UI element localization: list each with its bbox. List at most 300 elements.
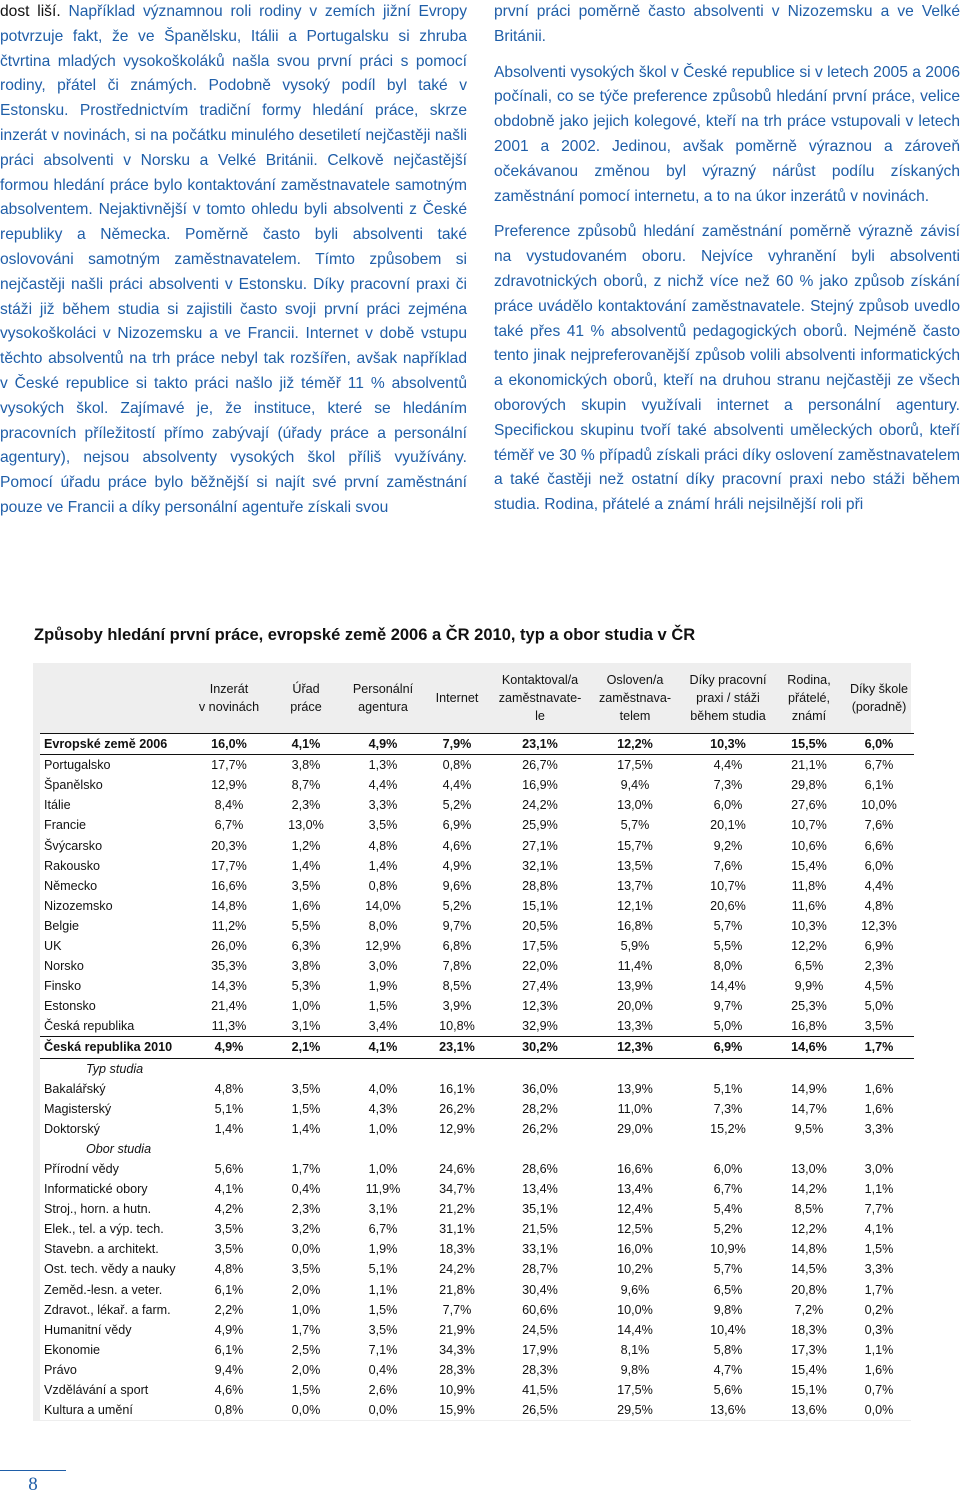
table-cell: 2,0%	[268, 1360, 344, 1380]
table-row	[40, 1259, 914, 1279]
body-paragraph	[494, 220, 960, 518]
table-cell: 2,5%	[268, 1340, 344, 1360]
table-cell: 11,8%	[774, 876, 844, 896]
table-cell: 3,9%	[422, 996, 492, 1016]
text-run: Pomocí úřadu práce bylo běžnější si najít své první zaměstnání pouze ve Francii a díky personální agentuře získali svou	[0, 474, 467, 516]
table-cell: 4,9%	[344, 734, 422, 755]
table-cell: 12,3%	[844, 916, 914, 936]
table-row	[40, 1320, 914, 1340]
table-cell: 1,1%	[344, 1280, 422, 1300]
table-cell: 0,8%	[190, 1400, 268, 1420]
table-cell: 13,6%	[682, 1400, 774, 1420]
table-cell: 12,3%	[588, 1037, 682, 1058]
table-cell: 5,0%	[844, 996, 914, 1016]
table-cell: 2,3%	[268, 795, 344, 815]
table-cell: 1,5%	[344, 996, 422, 1016]
table-cell: 7,7%	[422, 1300, 492, 1320]
table-cell: 13,6%	[774, 1400, 844, 1420]
table-cell: 1,3%	[344, 755, 422, 776]
table-cell: 3,1%	[344, 1199, 422, 1219]
table-cell: 8,1%	[588, 1340, 682, 1360]
table-cell: 10,0%	[844, 795, 914, 815]
table-cell: 17,5%	[588, 755, 682, 776]
table-row	[40, 835, 914, 855]
table-cell: 0,7%	[844, 1380, 914, 1400]
table-group-heading	[40, 1139, 914, 1159]
row-label: Elek., tel. a výp. tech.	[40, 1219, 190, 1239]
table-cell: 9,9%	[774, 976, 844, 996]
table-cell: 1,4%	[268, 1119, 344, 1139]
table-cell: 1,5%	[344, 1300, 422, 1320]
table-cell: 4,0%	[344, 1079, 422, 1099]
table-cell: 9,4%	[588, 775, 682, 795]
table-cell: 12,2%	[588, 734, 682, 755]
table-cell: 4,1%	[190, 1179, 268, 1199]
table-cell: 24,5%	[492, 1320, 588, 1340]
table-cell: 2,2%	[190, 1300, 268, 1320]
footer-rule	[0, 1470, 66, 1471]
table-cell: 12,5%	[588, 1219, 682, 1239]
text-column-left	[0, 0, 467, 521]
table-cell: 0,4%	[344, 1360, 422, 1380]
table-cell: 12,1%	[588, 896, 682, 916]
column-header: Díky škole (poradně)	[849, 682, 909, 714]
table-cell: 9,4%	[190, 1360, 268, 1380]
table-total-row	[40, 1037, 914, 1058]
row-label: Právo	[40, 1360, 190, 1380]
text-run: Specifickou skupinu tvoří také absolventi uměleckých oborů, kteří téměř ve 30 % případů získali práci díky oslovení zaměstnavatelem a také častěji než ostatní díky pracovní praxi nebo stáži během studia.	[494, 421, 960, 514]
table-cell: 9,6%	[588, 1280, 682, 1300]
table-cell: 6,5%	[774, 956, 844, 976]
table-cell: 29,5%	[588, 1400, 682, 1420]
column-header: Díky pracovní praxi / stáži během studia	[689, 673, 767, 723]
table-cell: 4,1%	[844, 1219, 914, 1239]
table-cell: 7,6%	[844, 815, 914, 835]
table-cell: 25,3%	[774, 996, 844, 1016]
table-cell: 1,6%	[268, 896, 344, 916]
table-cell: 1,4%	[190, 1119, 268, 1139]
table-cell: 15,4%	[774, 856, 844, 876]
table-cell: 29,8%	[774, 775, 844, 795]
column-header: Personální agentura	[352, 682, 414, 714]
table-cell: 15,1%	[492, 896, 588, 916]
table-row	[40, 775, 914, 795]
table-cell: 10,3%	[682, 734, 774, 755]
table-cell: 4,4%	[422, 775, 492, 795]
table-cell: 3,0%	[844, 1159, 914, 1179]
body-paragraph: první práci poměrně často absolventi v Nizozemsku a ve Velké Británii.	[494, 3, 960, 45]
table-cell: 10,2%	[588, 1259, 682, 1279]
text-run: dost liší.	[0, 3, 69, 20]
table-cell: 5,7%	[588, 815, 682, 835]
table-cell: 13,4%	[588, 1179, 682, 1199]
table-cell: 8,4%	[190, 795, 268, 815]
column-header: Rodina, přátelé, známí	[787, 673, 831, 723]
row-label: Zdravot., lékař. a farm.	[40, 1300, 190, 1320]
table-header-row	[40, 663, 914, 734]
table-cell: 10,4%	[682, 1320, 774, 1340]
body-paragraph: Absolventi vysokých škol v České republice si v letech 2005 a 2006 počínali, co se týče preference způsobů hledání první práce, velice obdobně jako jejich kolegové, kteří na trh práce vstupovali v letech 2001 a 2002. Jedinou, avšak poměrně výraznou a zároveň očekávanou změnou byl výrazný nárůst podílu získaných zaměstnání pomocí internetu, a to na úkor inzerátů v novinách.	[494, 63, 960, 205]
table-cell: 13,7%	[588, 876, 682, 896]
table-cell: 9,7%	[682, 996, 774, 1016]
table-cell: 1,7%	[844, 1037, 914, 1058]
table-cell: 7,9%	[422, 734, 492, 755]
row-label: Estonsko	[40, 996, 190, 1016]
row-label: Finsko	[40, 976, 190, 996]
table-cell: 4,8%	[844, 896, 914, 916]
table-cell: 4,8%	[190, 1259, 268, 1279]
table-row	[40, 1099, 914, 1119]
table-cell: 28,8%	[492, 876, 588, 896]
table-cell: 15,4%	[774, 1360, 844, 1380]
table-cell: 1,1%	[844, 1340, 914, 1360]
text-column-right	[494, 0, 960, 518]
table-cell: 6,0%	[682, 795, 774, 815]
table-cell: 13,0%	[588, 795, 682, 815]
header-cell-label	[40, 663, 190, 734]
table-cell: 0,8%	[344, 876, 422, 896]
table-row	[40, 755, 914, 776]
table-cell: 14,9%	[774, 1079, 844, 1099]
table-body	[40, 734, 914, 1421]
table-cell: 32,9%	[492, 1016, 588, 1037]
table-cell: 12,2%	[774, 936, 844, 956]
table-cell: 2,0%	[268, 1280, 344, 1300]
text-run: Nejaktivnější v tomto ohledu byli absolventi z České republiky a Německa.	[0, 201, 467, 244]
table-cell: 6,8%	[422, 936, 492, 956]
group-label: Obor studia	[40, 1139, 914, 1159]
row-label: Bakalářský	[40, 1079, 190, 1099]
table-row	[40, 1300, 914, 1320]
table-cell: 20,8%	[774, 1280, 844, 1300]
table-cell: 2,6%	[344, 1380, 422, 1400]
table-cell: 16,0%	[588, 1239, 682, 1259]
table-cell: 1,0%	[268, 1300, 344, 1320]
text-run: Podobně vysoký podíl byl také v Estonsku.	[0, 77, 467, 120]
table-row	[40, 916, 914, 936]
table-row	[40, 976, 914, 996]
table-cell: 3,3%	[844, 1119, 914, 1139]
table-cell: 0,0%	[268, 1239, 344, 1259]
table-cell: 12,9%	[422, 1119, 492, 1139]
table-cell: 11,2%	[190, 916, 268, 936]
table-cell: 7,8%	[422, 956, 492, 976]
table-cell: 4,4%	[344, 775, 422, 795]
table-cell: 1,7%	[268, 1320, 344, 1340]
table-cell: 8,7%	[268, 775, 344, 795]
table-cell: 15,9%	[422, 1400, 492, 1420]
table-cell: 32,1%	[492, 856, 588, 876]
table-cell: 4,9%	[190, 1320, 268, 1340]
row-label: Přírodní vědy	[40, 1159, 190, 1179]
table-cell: 5,3%	[268, 976, 344, 996]
table-cell: 1,0%	[344, 1159, 422, 1179]
table-cell: 14,4%	[588, 1320, 682, 1340]
table-cell: 21,2%	[422, 1199, 492, 1219]
page-number: 8	[28, 1474, 38, 1495]
table-cell: 4,6%	[190, 1380, 268, 1400]
row-label: Evropské země 2006	[40, 734, 190, 755]
table-cell: 5,6%	[190, 1159, 268, 1179]
table-cell: 0,2%	[844, 1300, 914, 1320]
row-label: Ekonomie	[40, 1340, 190, 1360]
table-cell: 30,4%	[492, 1280, 588, 1300]
table-cell: 5,5%	[682, 936, 774, 956]
table-cell: 0,4%	[268, 1179, 344, 1199]
table-row	[40, 1400, 914, 1420]
table-cell: 5,2%	[422, 795, 492, 815]
table-cell: 11,9%	[344, 1179, 422, 1199]
column-header: Osloven/a zaměstnava- telem	[598, 673, 672, 723]
table-cell: 3,0%	[344, 956, 422, 976]
table-cell: 17,5%	[588, 1380, 682, 1400]
table-cell: 17,9%	[492, 1340, 588, 1360]
table-cell: 11,3%	[190, 1016, 268, 1037]
row-label: Humanitní vědy	[40, 1320, 190, 1340]
table-cell: 4,5%	[844, 976, 914, 996]
text-run: Nejvíce vyhranění byli absolventi zdravotnických oborů, z nichž více než 60 % jako způsob získání práce uvádělo kontaktování zaměstnavatele.	[494, 248, 960, 315]
table-cell: 20,5%	[492, 916, 588, 936]
table-cell: 15,1%	[774, 1380, 844, 1400]
table-cell: 13,3%	[588, 1016, 682, 1037]
row-label: Itálie	[40, 795, 190, 815]
table-cell: 1,6%	[844, 1360, 914, 1380]
table-cell: 24,2%	[422, 1259, 492, 1279]
table-cell: 4,8%	[344, 835, 422, 855]
table-cell: 9,7%	[422, 916, 492, 936]
table-row	[40, 1159, 914, 1179]
table-cell: 0,8%	[422, 755, 492, 776]
column-header: Inzerát v novinách	[198, 682, 260, 714]
table-cell: 14,3%	[190, 976, 268, 996]
table-cell: 24,6%	[422, 1159, 492, 1179]
table-group-heading	[40, 1058, 914, 1079]
table-cell: 1,5%	[844, 1239, 914, 1259]
table-cell: 15,5%	[774, 734, 844, 755]
table-cell: 20,1%	[682, 815, 774, 835]
table-cell: 3,5%	[268, 1079, 344, 1099]
table-cell: 31,1%	[422, 1219, 492, 1239]
table-cell: 1,7%	[844, 1280, 914, 1300]
table-cell: 21,8%	[422, 1280, 492, 1300]
table-cell: 3,8%	[268, 956, 344, 976]
table-cell: 25,9%	[492, 815, 588, 835]
table-row	[40, 876, 914, 896]
table-row	[40, 1239, 914, 1259]
table-row	[40, 795, 914, 815]
table-cell: 29,0%	[588, 1119, 682, 1139]
row-label: Magisterský	[40, 1099, 190, 1119]
table-cell: 10,7%	[682, 876, 774, 896]
table-cell: 23,1%	[422, 1037, 492, 1058]
table-cell: 3,8%	[268, 755, 344, 776]
row-label: Španělsko	[40, 775, 190, 795]
table-cell: 21,4%	[190, 996, 268, 1016]
table-cell: 24,2%	[492, 795, 588, 815]
table-cell: 0,0%	[344, 1400, 422, 1420]
table-row	[40, 815, 914, 835]
table-cell: 41,5%	[492, 1380, 588, 1400]
text-run: Prostřednictvím tradiční formy hledání práce, skrze inzerát v novinách, si na počátku minulého desetiletí nejčastěji našli práci absolventi v Norsku a Velké Británii.	[0, 102, 468, 169]
table-cell: 4,7%	[682, 1360, 774, 1380]
table-cell: 6,5%	[682, 1280, 774, 1300]
table-cell: 22,0%	[492, 956, 588, 976]
table-cell: 34,3%	[422, 1340, 492, 1360]
table-cell: 6,7%	[682, 1179, 774, 1199]
table-row	[40, 1119, 914, 1139]
table-cell: 2,3%	[844, 956, 914, 976]
table-cell: 15,2%	[682, 1119, 774, 1139]
table-cell: 3,5%	[344, 815, 422, 835]
table-cell: 5,2%	[422, 896, 492, 916]
table-cell: 6,1%	[190, 1340, 268, 1360]
text-run: Internet v době vstupu těchto absolventů na trh práce nebyl tak rozšířen, avšak například v České republice si takto práci našlo již téměř 11 % absolventů vysokých škol.	[0, 325, 467, 417]
table-cell: 6,9%	[422, 815, 492, 835]
table-cell: 4,4%	[844, 876, 914, 896]
table-cell: 9,6%	[422, 876, 492, 896]
table-cell: 28,2%	[492, 1099, 588, 1119]
table-cell: 17,5%	[492, 936, 588, 956]
table-cell: 8,5%	[774, 1199, 844, 1219]
table-cell: 11,6%	[774, 896, 844, 916]
table-cell: 5,5%	[268, 916, 344, 936]
table-cell: 17,7%	[190, 755, 268, 776]
row-label: Kultura a umění	[40, 1400, 190, 1420]
table-cell: 6,6%	[844, 835, 914, 855]
table-cell: 2,3%	[268, 1199, 344, 1219]
table-cell: 4,8%	[190, 1079, 268, 1099]
table-cell: 27,1%	[492, 835, 588, 855]
table-cell: 4,6%	[422, 835, 492, 855]
table-cell: 0,0%	[268, 1400, 344, 1420]
row-label: Česká republika 2010	[40, 1037, 190, 1058]
row-label: Německo	[40, 876, 190, 896]
table-cell: 9,5%	[774, 1119, 844, 1139]
table-cell: 13,0%	[774, 1159, 844, 1179]
text-run: Celkově nejčastější formou hledání práce bylo kontaktování zaměstnavatele samotným absolventem.	[0, 151, 467, 219]
table-row	[40, 1280, 914, 1300]
table-cell: 12,3%	[492, 996, 588, 1016]
table-row	[40, 956, 914, 976]
table-cell: 2,1%	[268, 1037, 344, 1058]
table-cell: 4,4%	[682, 755, 774, 776]
table-cell: 5,1%	[344, 1259, 422, 1279]
table-cell: 1,7%	[268, 1159, 344, 1179]
table-cell: 5,6%	[682, 1380, 774, 1400]
text-run: Tímto způsobem si nejčastěji našli práci absolventi v Estonsku.	[0, 250, 467, 293]
table-cell: 5,7%	[682, 1259, 774, 1279]
table-cell: 35,3%	[190, 956, 268, 976]
row-label: Rakousko	[40, 856, 190, 876]
table-row	[40, 1340, 914, 1360]
row-label: Doktorský	[40, 1119, 190, 1139]
table-cell: 4,3%	[344, 1099, 422, 1119]
text-run: Preference způsobů hledání zaměstnání poměrně výrazně závisí na vystudovaném oboru.	[494, 223, 960, 266]
table-cell: 3,5%	[268, 1259, 344, 1279]
text-run: Poměrně často byli absolventi také oslovováni samotným zaměstnavatelem.	[0, 226, 467, 268]
table-cell: 26,5%	[492, 1400, 588, 1420]
table-cell: 10,8%	[422, 1016, 492, 1037]
table-cell: 20,6%	[682, 896, 774, 916]
table-cell: 7,1%	[344, 1340, 422, 1360]
table-cell: 16,8%	[774, 1016, 844, 1037]
table-cell: 17,3%	[774, 1340, 844, 1360]
table-cell: 1,4%	[268, 856, 344, 876]
table-cell: 7,7%	[844, 1199, 914, 1219]
table-cell: 1,9%	[344, 1239, 422, 1259]
table-cell: 10,6%	[774, 835, 844, 855]
table-cell: 5,4%	[682, 1199, 774, 1219]
table-cell: 35,1%	[492, 1199, 588, 1219]
table-cell: 6,1%	[190, 1280, 268, 1300]
table-cell: 7,3%	[682, 1099, 774, 1119]
table-row	[40, 1219, 914, 1239]
row-label: Norsko	[40, 956, 190, 976]
table-row	[40, 896, 914, 916]
table-cell: 13,0%	[268, 815, 344, 835]
table-cell: 12,2%	[774, 1219, 844, 1239]
row-label: Portugalsko	[40, 755, 190, 776]
table-cell: 4,1%	[268, 734, 344, 755]
table-cell: 16,8%	[588, 916, 682, 936]
table-cell: 9,8%	[588, 1360, 682, 1380]
table-total-row	[40, 734, 914, 755]
table-cell: 15,7%	[588, 835, 682, 855]
table-cell: 6,9%	[682, 1037, 774, 1058]
table-cell: 9,8%	[682, 1300, 774, 1320]
table-cell: 6,0%	[844, 856, 914, 876]
table-cell: 12,4%	[588, 1199, 682, 1219]
table-cell: 13,4%	[492, 1179, 588, 1199]
table-cell: 10,7%	[774, 815, 844, 835]
table-cell: 36,0%	[492, 1079, 588, 1099]
table-cell: 33,1%	[492, 1239, 588, 1259]
data-table	[40, 663, 914, 1420]
column-header: Kontaktoval/a zaměstnavate- le	[498, 673, 582, 723]
table-cell: 5,9%	[588, 936, 682, 956]
table-cell: 26,2%	[422, 1099, 492, 1119]
table-cell: 10,9%	[422, 1380, 492, 1400]
row-label: Česká republika	[40, 1016, 190, 1037]
table-cell: 6,7%	[844, 755, 914, 776]
table-cell: 18,3%	[774, 1320, 844, 1340]
table-cell: 6,0%	[844, 734, 914, 755]
table-cell: 6,0%	[682, 1159, 774, 1179]
table-cell: 4,9%	[190, 1037, 268, 1058]
table-cell: 4,1%	[344, 1037, 422, 1058]
table-cell: 1,1%	[844, 1179, 914, 1199]
table-cell: 7,3%	[682, 775, 774, 795]
table-row	[40, 1360, 914, 1380]
table-cell: 17,7%	[190, 856, 268, 876]
table-cell: 8,0%	[344, 916, 422, 936]
table-title: Způsoby hledání první práce, evropské země 2006 a ČR 2010, typ a obor studia v ČR	[34, 626, 696, 644]
table-cell: 20,0%	[588, 996, 682, 1016]
table-cell: 3,2%	[268, 1219, 344, 1239]
table-cell: 28,3%	[422, 1360, 492, 1380]
table-cell: 3,5%	[268, 876, 344, 896]
body-paragraph	[0, 0, 467, 521]
table-cell: 10,0%	[588, 1300, 682, 1320]
table-cell: 26,2%	[492, 1119, 588, 1139]
table-cell: 3,5%	[190, 1239, 268, 1259]
column-header: Úřad práce	[290, 682, 322, 714]
text-run: Stejný způsob uvedlo také přes 41 % absolventů pedagogických oborů.	[494, 297, 960, 340]
table-cell: 13,9%	[588, 1079, 682, 1099]
table-cell: 3,5%	[190, 1219, 268, 1239]
table-cell: 3,1%	[268, 1016, 344, 1037]
table-cell: 7,2%	[774, 1300, 844, 1320]
